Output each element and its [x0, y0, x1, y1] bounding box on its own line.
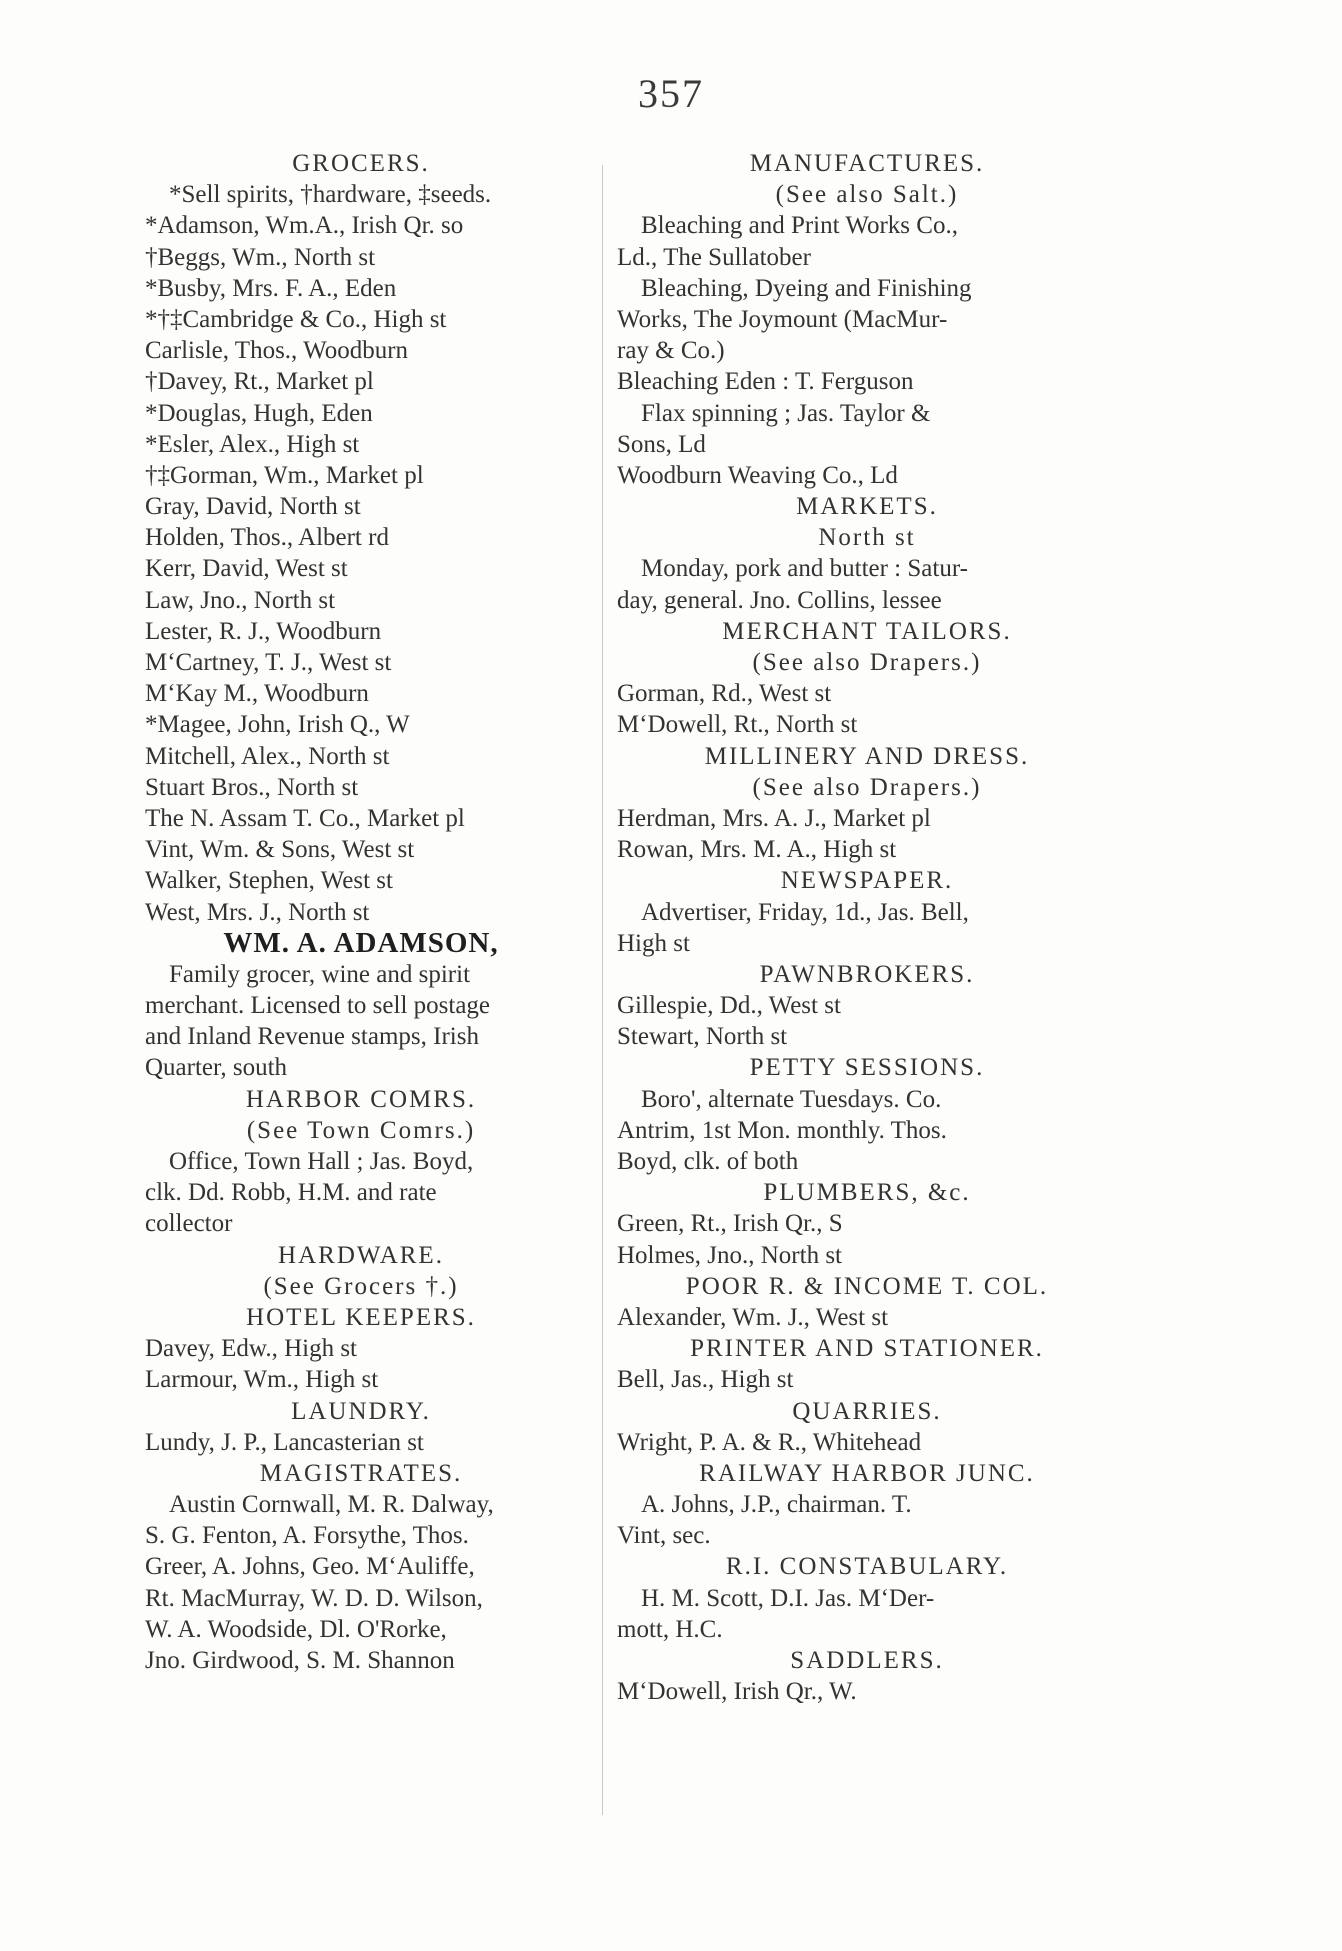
- entry-line: High st: [617, 929, 690, 957]
- section-heading: HOTEL KEEPERS.: [246, 1303, 476, 1331]
- entry-line: Bleaching Eden : T. Ferguson: [617, 368, 914, 396]
- entry-line: Vint, sec.: [617, 1522, 711, 1550]
- entry-line: Stewart, North st: [617, 1023, 788, 1051]
- section-heading: MAGISTRATES.: [259, 1459, 463, 1487]
- entry-line: ray & Co.): [617, 337, 725, 365]
- entry-line: Bleaching, Dyeing and Finishing: [641, 274, 972, 302]
- section-heading: HARDWARE.: [278, 1241, 444, 1269]
- entry-line: Stuart Bros., North st: [145, 773, 359, 801]
- entry-line: The N. Assam T. Co., Market pl: [145, 804, 465, 832]
- entry-line: Rowan, Mrs. M. A., High st: [617, 836, 897, 864]
- entry-line: Greer, A. Johns, Geo. M‘Auliffe,: [145, 1553, 475, 1581]
- left-column: [145, 148, 577, 1676]
- entry-line: Gorman, Rd., West st: [617, 680, 832, 708]
- section-heading: (See Grocers †.): [263, 1272, 459, 1300]
- entry-line: S. G. Fenton, A. Forsythe, Thos.: [145, 1522, 469, 1550]
- entry-line: Boyd, clk. of both: [617, 1148, 799, 1175]
- entry-line: M‘Dowell, Rt., North st: [617, 711, 858, 739]
- entry-line: H. M. Scott, D.I. Jas. M‘Der-: [641, 1584, 935, 1612]
- entry-line: Herdman, Mrs. A. J., Market pl: [617, 804, 931, 832]
- section-heading: (See also Drapers.): [752, 773, 982, 801]
- entry-line: Family grocer, wine and spirit: [169, 960, 471, 988]
- entry-line: mott, H.C.: [617, 1615, 723, 1643]
- entry-line: West, Mrs. J., North st: [145, 898, 370, 926]
- entry-line: A. Johns, J.P., chairman. T.: [641, 1491, 912, 1519]
- entry-line: Alexander, Wm. J., West st: [617, 1303, 889, 1331]
- entry-line: and Inland Revenue stamps, Irish: [145, 1023, 479, 1051]
- section-heading: PAWNBROKERS.: [759, 960, 975, 988]
- entry-line: *Sell spirits, †hardware, ‡seeds.: [169, 181, 492, 209]
- entry-line: †Beggs, Wm., North st: [145, 243, 376, 271]
- section-heading: RAILWAY HARBOR JUNC.: [699, 1459, 1035, 1487]
- section-heading: PETTY SESSIONS.: [749, 1054, 985, 1082]
- entry-line: Quarter, south: [145, 1054, 288, 1082]
- section-heading: SADDLERS.: [790, 1647, 944, 1674]
- entry-line: Davey, Edw., High st: [145, 1335, 357, 1363]
- entry-line: Jno. Girdwood, S. M. Shannon: [145, 1647, 455, 1674]
- section-heading: GROCERS.: [292, 150, 430, 177]
- section-heading: MARKETS.: [796, 493, 938, 521]
- entry-line: Wright, P. A. & R., Whitehead: [617, 1428, 922, 1456]
- section-heading: MANUFACTURES.: [749, 150, 985, 177]
- entry-line: Law, Jno., North st: [145, 586, 336, 614]
- entry-line: Boro', alternate Tuesdays. Co.: [641, 1085, 942, 1113]
- section-heading: PLUMBERS, &c.: [763, 1179, 971, 1207]
- entry-line: Gillespie, Dd., West st: [617, 992, 841, 1020]
- entry-line: Larmour, Wm., High st: [145, 1366, 379, 1394]
- entry-line: Bleaching and Print Works Co.,: [641, 212, 958, 240]
- section-heading: POOR R. & INCOME T. COL.: [685, 1272, 1049, 1300]
- section-heading: (See also Drapers.): [752, 649, 982, 676]
- entry-line: *Esler, Alex., High st: [145, 430, 360, 458]
- entry-line: Office, Town Hall ; Jas. Boyd,: [169, 1148, 474, 1175]
- entry-line: Lester, R. J., Woodburn: [145, 617, 382, 645]
- entry-line: day, general. Jno. Collins, lessee: [617, 586, 942, 614]
- entry-line: Vint, Wm. & Sons, West st: [145, 836, 415, 864]
- section-heading: R.I. CONSTABULARY.: [725, 1553, 1009, 1581]
- entry-line: M‘Dowell, Irish Qr., W.: [617, 1678, 857, 1706]
- entry-line: Advertiser, Friday, 1d., Jas. Bell,: [641, 898, 969, 926]
- section-heading: (See Town Comrs.): [246, 1116, 476, 1144]
- advertisement-heading: WM. A. ADAMSON,: [223, 927, 499, 959]
- entry-line: *Douglas, Hugh, Eden: [145, 399, 373, 427]
- entry-line: clk. Dd. Robb, H.M. and rate: [145, 1179, 437, 1207]
- entry-line: Mitchell, Alex., North st: [145, 742, 390, 770]
- entry-line: M‘Kay M., Woodburn: [145, 680, 369, 708]
- page-number: 357: [638, 71, 704, 116]
- entry-line: Gray, David, North st: [145, 493, 361, 521]
- entry-line: Walker, Stephen, West st: [145, 867, 393, 895]
- entry-line: Woodburn Weaving Co., Ld: [617, 461, 898, 489]
- entry-line: *†‡Cambridge & Co., High st: [145, 305, 447, 333]
- section-heading: HARBOR COMRS.: [245, 1085, 477, 1113]
- section-heading: North st: [818, 524, 916, 552]
- entry-line: Rt. MacMurray, W. D. D. Wilson,: [145, 1584, 483, 1612]
- entry-line: Carlisle, Thos., Woodburn: [145, 337, 409, 365]
- entry-line: Ld., The Sullatober: [617, 243, 811, 271]
- entry-line: Kerr, David, West st: [145, 555, 348, 583]
- entry-line: Antrim, 1st Mon. monthly. Thos.: [617, 1116, 947, 1144]
- entry-line: Works, The Joymount (MacMur-: [617, 305, 948, 333]
- entry-line: Flax spinning ; Jas. Taylor &: [641, 399, 931, 427]
- entry-line: M‘Cartney, T. J., West st: [145, 649, 392, 676]
- section-heading: LAUNDRY.: [291, 1397, 431, 1425]
- entry-line: †Davey, Rt., Market pl: [145, 368, 374, 396]
- entry-line: Holmes, Jno., North st: [617, 1241, 842, 1269]
- entry-line: collector: [145, 1210, 233, 1238]
- entry-line: *Adamson, Wm.A., Irish Qr. so: [145, 212, 464, 240]
- right-column: [617, 148, 1117, 1707]
- entry-line: Monday, pork and butter : Satur-: [641, 555, 968, 583]
- entry-line: Green, Rt., Irish Qr., S: [617, 1210, 843, 1238]
- entry-line: merchant. Licensed to sell postage: [145, 992, 491, 1020]
- section-heading: NEWSPAPER.: [780, 867, 954, 895]
- entry-line: W. A. Woodside, Dl. O'Rorke,: [145, 1615, 447, 1643]
- entry-line: *Busby, Mrs. F. A., Eden: [145, 274, 397, 302]
- section-heading: PRINTER AND STATIONER.: [690, 1335, 1044, 1363]
- entry-line: Holden, Thos., Albert rd: [145, 524, 389, 552]
- section-heading: (See also Salt.): [775, 181, 959, 209]
- entry-line: *Magee, John, Irish Q., W: [145, 711, 410, 739]
- section-heading: MERCHANT TAILORS.: [722, 617, 1012, 645]
- entry-line: Sons, Ld: [617, 430, 706, 458]
- section-heading: QUARRIES.: [792, 1397, 942, 1425]
- entry-line: †‡Gorman, Wm., Market pl: [145, 461, 424, 489]
- section-heading: MILLINERY AND DRESS.: [704, 742, 1030, 770]
- entry-line: Lundy, J. P., Lancasterian st: [145, 1428, 424, 1456]
- column-divider: [602, 165, 603, 1815]
- entry-line: Bell, Jas., High st: [617, 1366, 794, 1394]
- entry-line: Austin Cornwall, M. R. Dalway,: [169, 1491, 494, 1519]
